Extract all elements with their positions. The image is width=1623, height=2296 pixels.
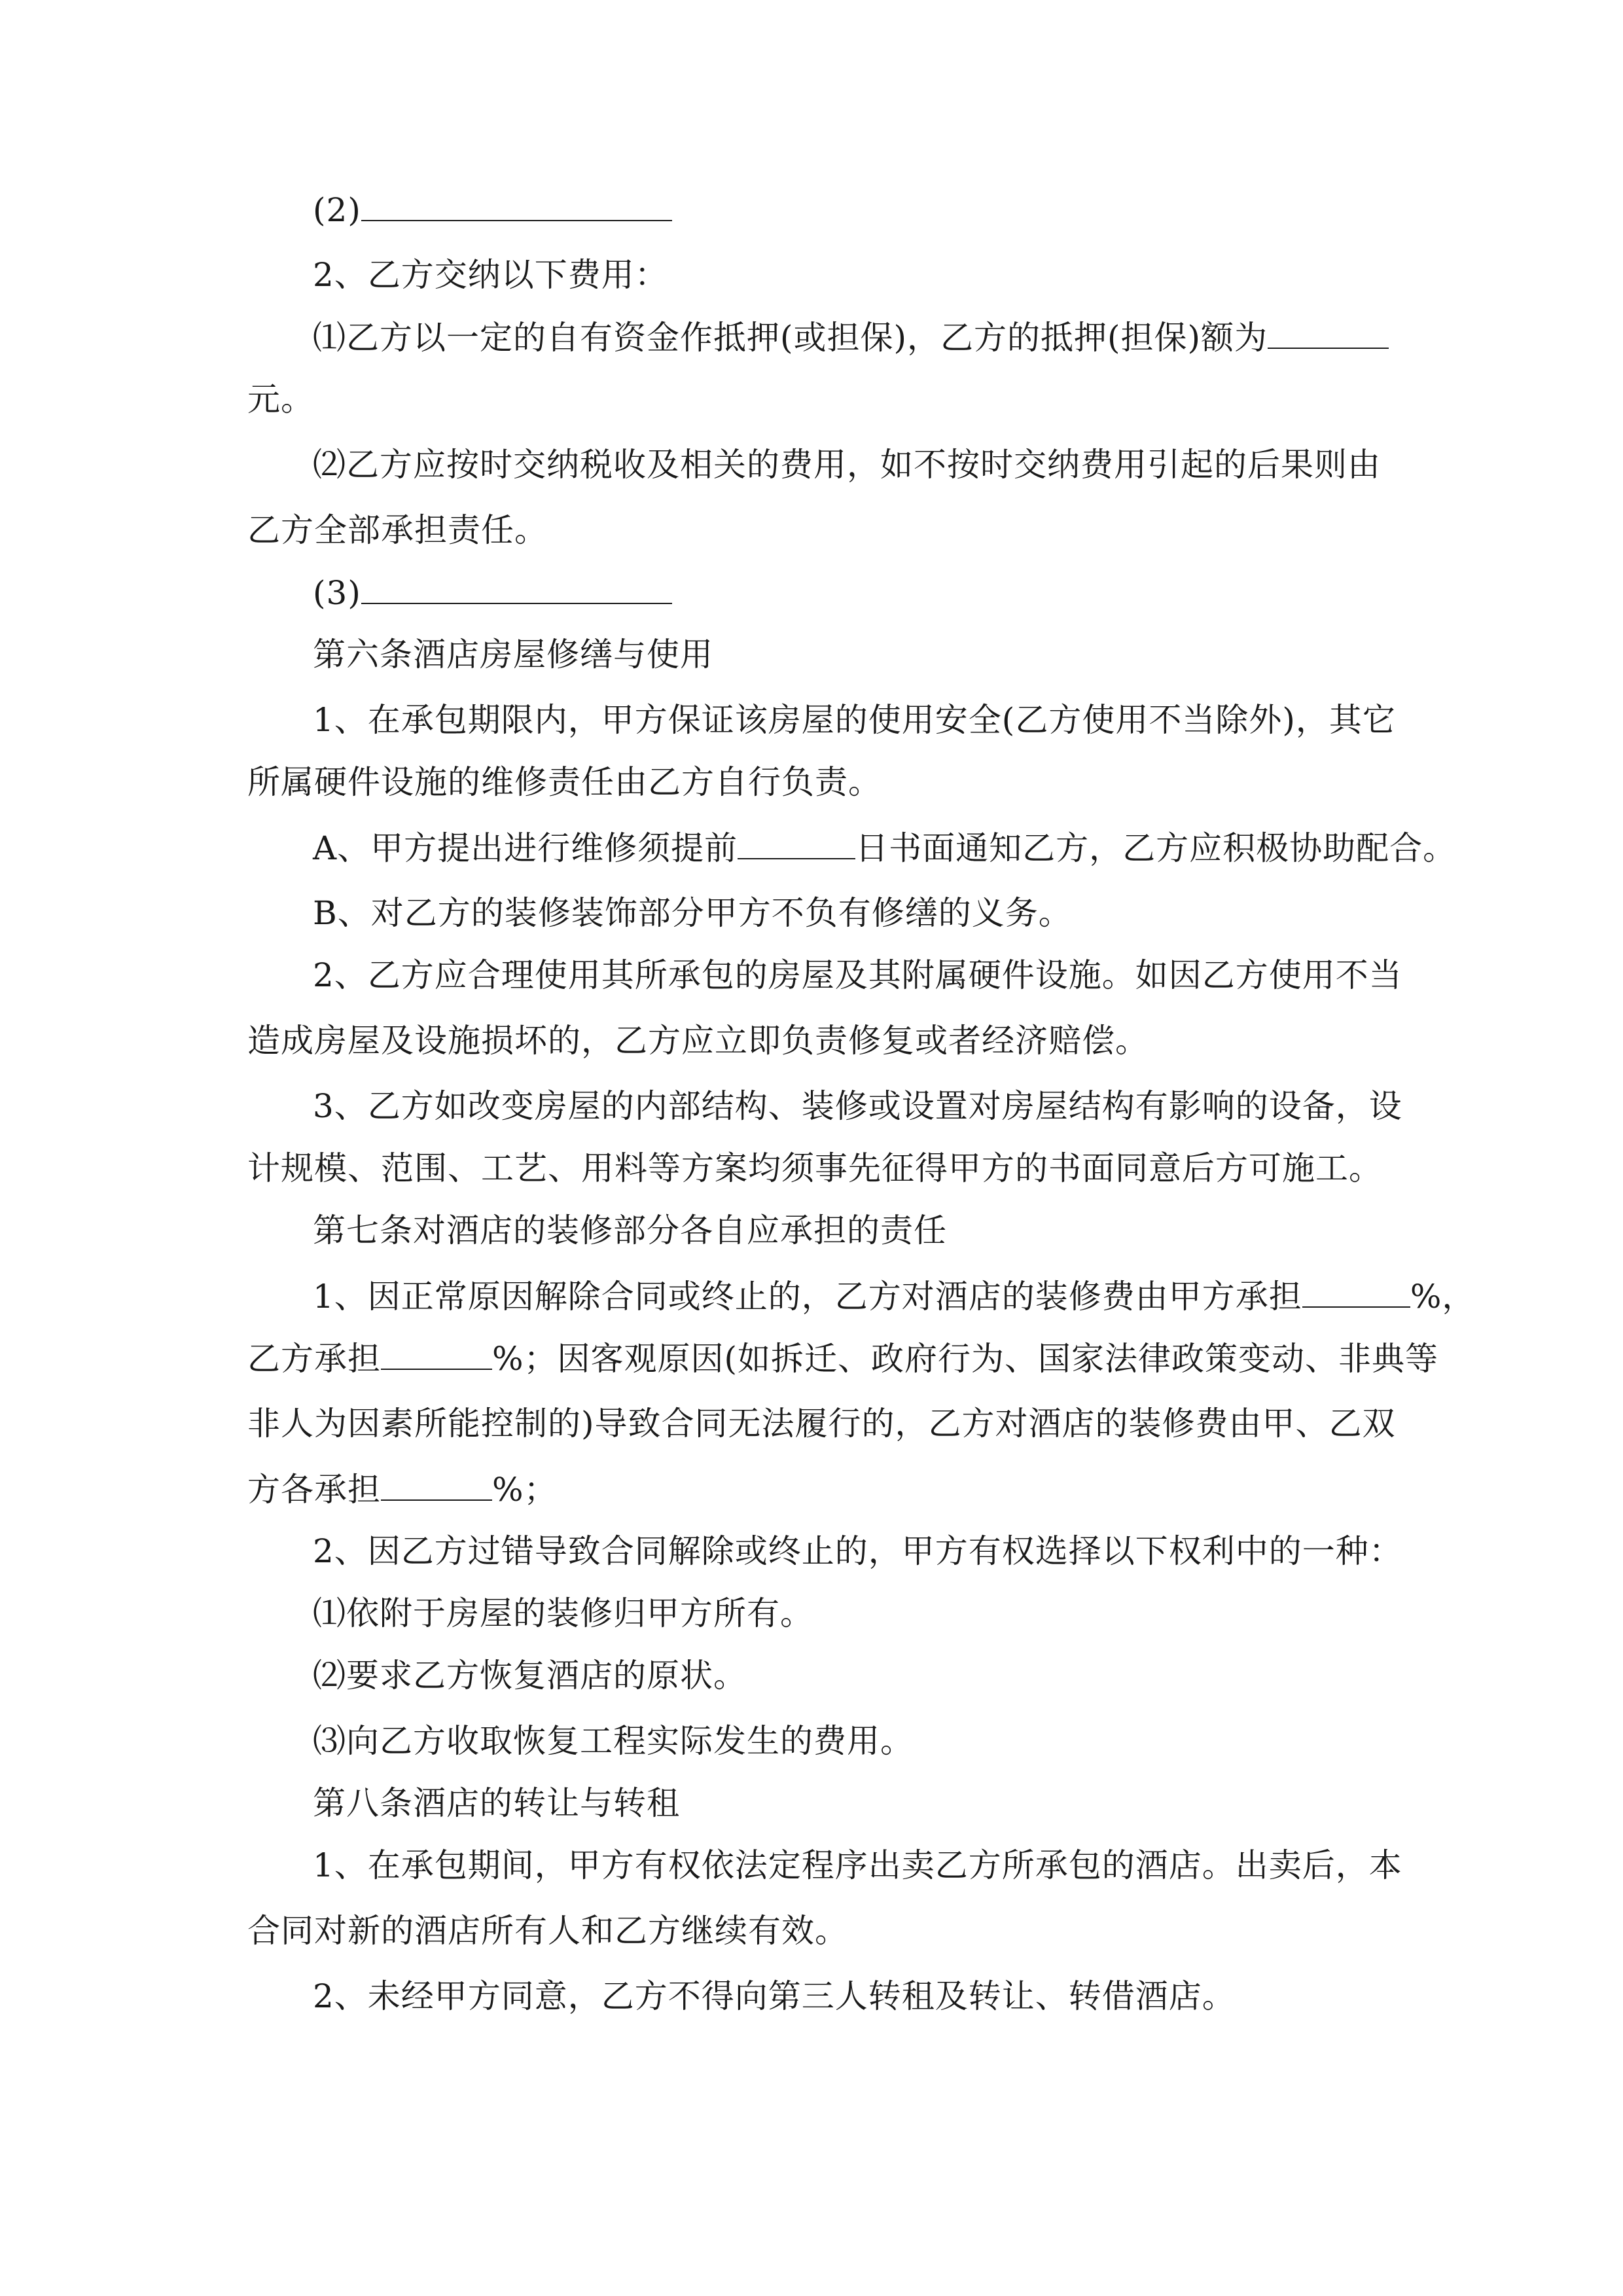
text-segment: %； [492,1471,558,1509]
text-line-l26 [313,1784,1452,1823]
text-segment: ⑵乙方应按时交纳税收及相关的费用，如不按时交纳费用引起的后果则由 [313,446,1381,484]
text-segment: 造成房屋及设施损坏的，乙方应立即负责修复或者经济赔偿。 [247,1022,1149,1060]
text-line-l19 [247,1338,1439,1378]
text-segment: 第八条酒店的转让与转租 [313,1784,680,1822]
text-line-l24 [313,1656,1452,1695]
text-line-l18 [313,1276,1476,1316]
text-segment: 2、因乙方过错导致合同解除或终止的，甲方有权选择以下权利中的一种： [313,1532,1402,1570]
text-line-l04 [247,380,1386,419]
text-line-l25 [313,1721,1452,1761]
text-segment: 第六条酒店房屋修缮与使用 [313,636,713,673]
text-line-l11 [313,828,1457,868]
text-line-l21 [247,1469,1386,1509]
text-segment: (3) [313,574,361,612]
text-segment: 2、未经甲方同意，乙方不得向第三人转租及转让、转借酒店。 [313,1977,1236,2015]
text-segment: 2、乙方交纳以下费用： [313,256,668,294]
fill-in-blank [1268,317,1389,349]
fill-in-blank [361,573,672,604]
text-segment: ⑵要求乙方恢复酒店的原状。 [313,1657,747,1695]
text-line-l03 [313,317,1452,357]
text-line-l05 [313,445,1452,484]
text-segment: %， [1410,1278,1476,1316]
text-line-l06 [247,511,1386,550]
text-segment: 日书面通知乙方，乙方应积极协助配合。 [855,829,1457,867]
text-segment: ⑴乙方以一定的自有资金作抵押(或担保)，乙方的抵押(担保)额为 [313,319,1268,357]
text-segment: 1、在承包期限内，甲方保证该房屋的使用安全(乙方使用不当除外)，其它 [313,701,1396,739]
text-line-l28 [247,1911,1386,1950]
text-segment: 非人为因素所能控制的)导致合同无法履行的，乙方对酒店的装修费由甲、乙双 [247,1405,1396,1443]
text-line-l08 [313,635,1452,674]
text-line-l27 [313,1846,1452,1885]
text-line-l29 [313,1977,1452,2016]
fill-in-blank [361,190,672,221]
text-segment: 方各承担 [247,1471,381,1509]
text-segment: 1、在承包期间，甲方有权依法定程序出卖乙方所承包的酒店。出卖后，本 [313,1846,1402,1884]
text-segment: %；因客观原因(如拆迁、政府行为、国家法律政策变动、非典等 [492,1340,1439,1378]
text-line-l10 [247,762,1386,802]
text-line-l13 [313,956,1452,995]
text-line-l20 [247,1404,1396,1443]
text-line-l02 [313,255,1452,295]
text-line-l12 [313,893,1452,933]
fill-in-blank [381,1338,492,1370]
fill-in-blank [381,1469,492,1501]
text-segment: A、甲方提出进行维修须提前 [313,829,738,867]
text-segment: 1、因正常原因解除合同或终止的，乙方对酒店的装修费由甲方承担 [313,1278,1302,1316]
text-segment: ⑴依附于房屋的装修归甲方所有。 [313,1594,813,1632]
text-line-l01 [313,190,1452,230]
text-segment: 乙方全部承担责任。 [247,511,548,549]
text-segment: 3、乙方如改变房屋的内部结构、装修或设置对房屋结构有影响的设备，设 [313,1087,1402,1125]
text-segment: 合同对新的酒店所有人和乙方继续有效。 [247,1912,848,1950]
text-segment: (2) [313,191,361,229]
text-segment: ⑶向乙方收取恢复工程实际发生的费用。 [313,1722,914,1760]
text-segment: 所属硬件设施的维修责任由乙方自行负责。 [247,763,882,801]
fill-in-blank [738,828,855,859]
text-line-l07 [313,573,1452,613]
text-line-l14 [247,1021,1386,1060]
fill-in-blank [1302,1276,1410,1308]
text-segment: B、对乙方的装修装饰部分甲方不负有修缮的义务。 [313,894,1072,932]
text-segment: 乙方承担 [247,1340,381,1378]
text-segment: 第七条对酒店的装修部分各自应承担的责任 [313,1211,947,1249]
text-line-l16 [247,1149,1386,1188]
text-line-l23 [313,1594,1452,1633]
text-line-l17 [313,1211,1452,1250]
text-line-l09 [313,700,1452,740]
text-segment: 元。 [247,380,314,418]
text-line-l15 [313,1086,1452,1126]
text-line-l22 [313,1532,1452,1571]
text-segment: 计规模、范围、工艺、用料等方案均须事先征得甲方的书面同意后方可施工。 [247,1149,1382,1187]
text-segment: 2、乙方应合理使用其所承包的房屋及其附属硬件设施。如因乙方使用不当 [313,956,1402,994]
